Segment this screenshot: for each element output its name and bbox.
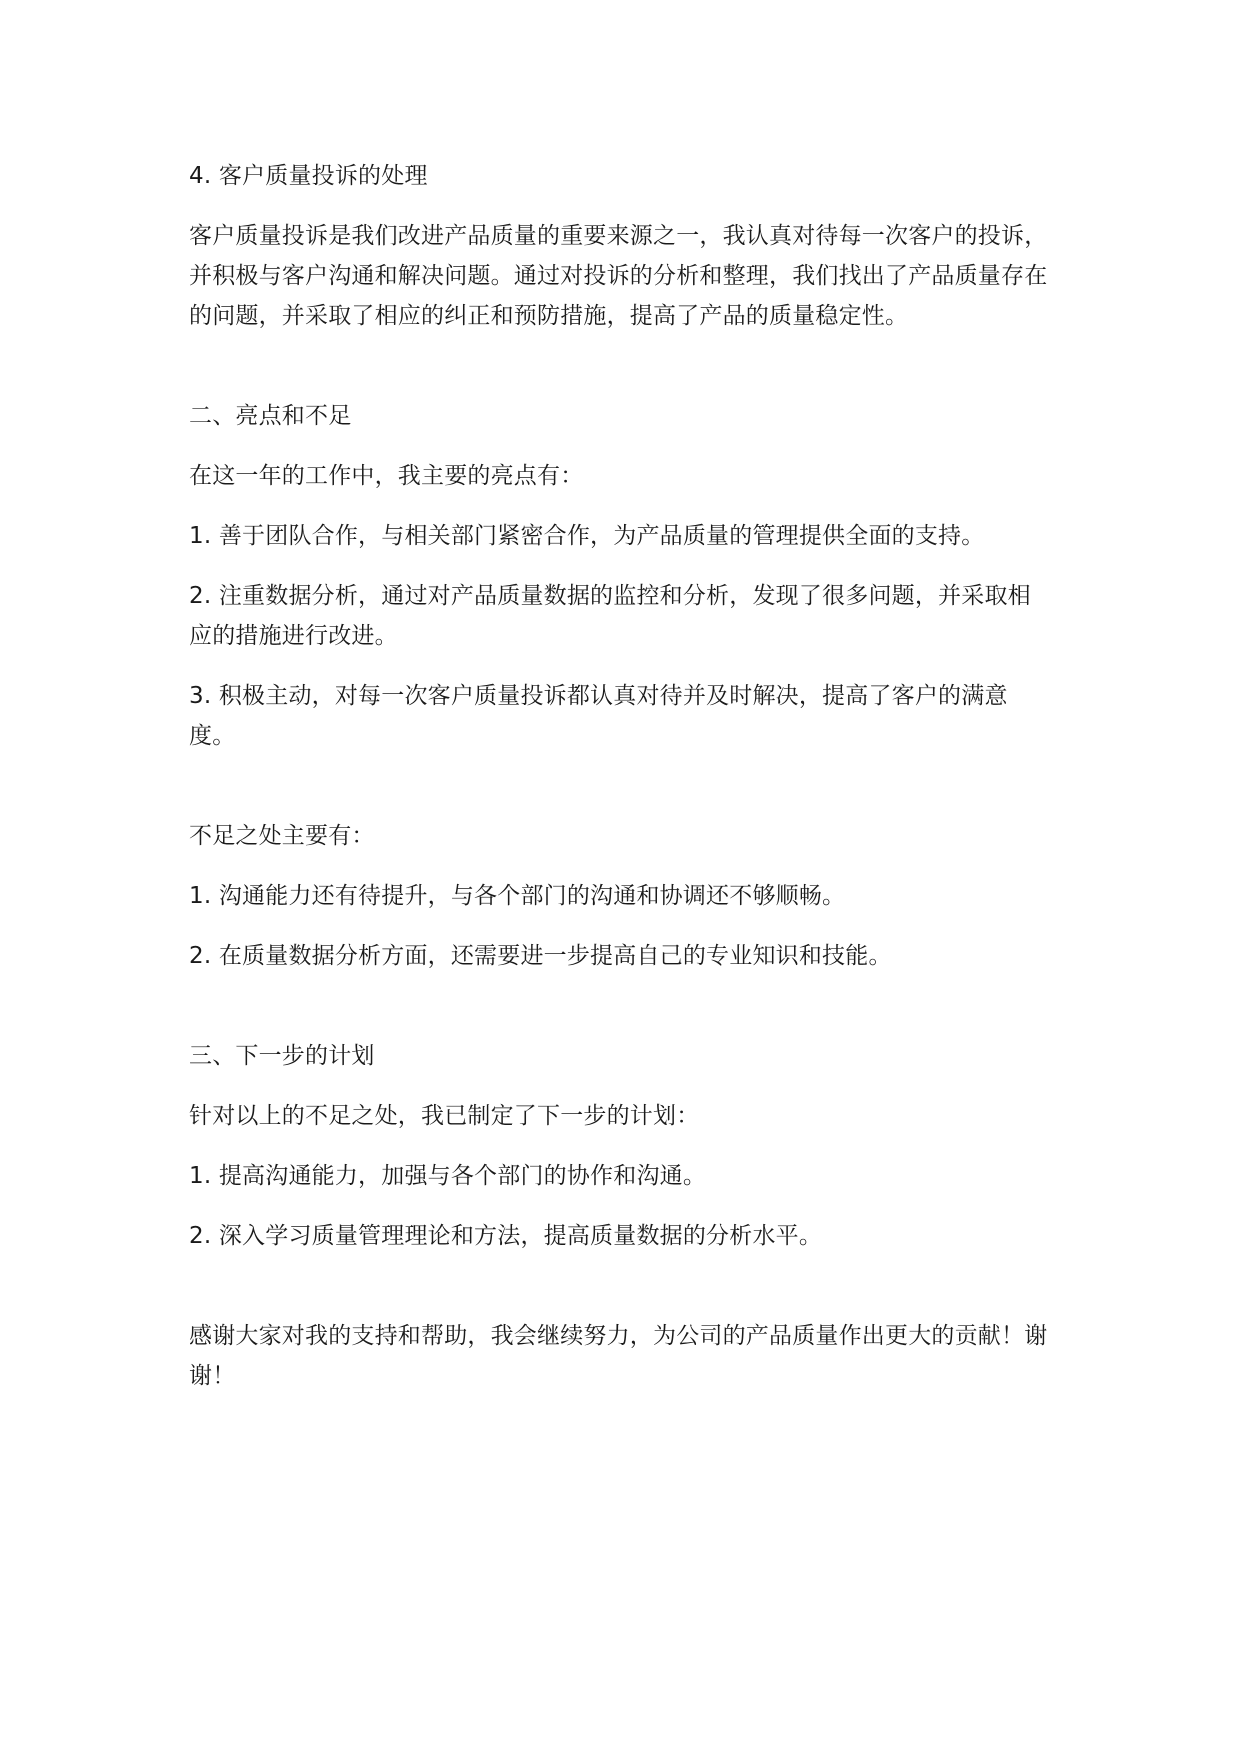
- closing-paragraph: 感谢大家对我的支持和帮助，我会继续努力，为公司的产品质量作出更大的贡献！谢谢！: [189, 1323, 1048, 1389]
- section2-heading: 二、亮点和不足: [189, 403, 352, 429]
- highlight-item-3: 3. 积极主动，对每一次客户质量投诉都认真对待并及时解决，提高了客户的满意度。: [189, 683, 1008, 749]
- plans-intro: 针对以上的不足之处，我已制定了下一步的计划：: [189, 1103, 700, 1129]
- shortcoming-item-1: 1. 沟通能力还有待提升，与各个部门的沟通和协调还不够顺畅。: [189, 883, 846, 909]
- document-body: [189, 156, 1049, 1396]
- item4-heading: 4. 客户质量投诉的处理: [189, 163, 428, 189]
- plan-item-2: 2. 深入学习质量管理理论和方法，提高质量数据的分析水平。: [189, 1223, 823, 1249]
- highlight-item-2: 2. 注重数据分析，通过对产品质量数据的监控和分析，发现了很多问题，并采取相应的措施进行改进。: [189, 583, 1031, 649]
- shortcomings-intro: 不足之处主要有：: [189, 823, 375, 849]
- highlight-item-1: 1. 善于团队合作，与相关部门紧密合作，为产品质量的管理提供全面的支持。: [189, 523, 985, 549]
- section3-heading: 三、下一步的计划: [189, 1043, 375, 1069]
- highlights-intro: 在这一年的工作中，我主要的亮点有：: [189, 463, 584, 489]
- item4-paragraph: 客户质量投诉是我们改进产品质量的重要来源之一，我认真对待每一次客户的投诉，并积极与客户沟通和解决问题。通过对投诉的分析和整理，我们找出了产品质量存在的问题，并采取了相应的纠正和预防措施，提高了产品的质量稳定性。: [189, 223, 1048, 329]
- plan-item-1: 1. 提高沟通能力，加强与各个部门的协作和沟通。: [189, 1163, 707, 1189]
- shortcoming-item-2: 2. 在质量数据分析方面，还需要进一步提高自己的专业知识和技能。: [189, 943, 892, 969]
